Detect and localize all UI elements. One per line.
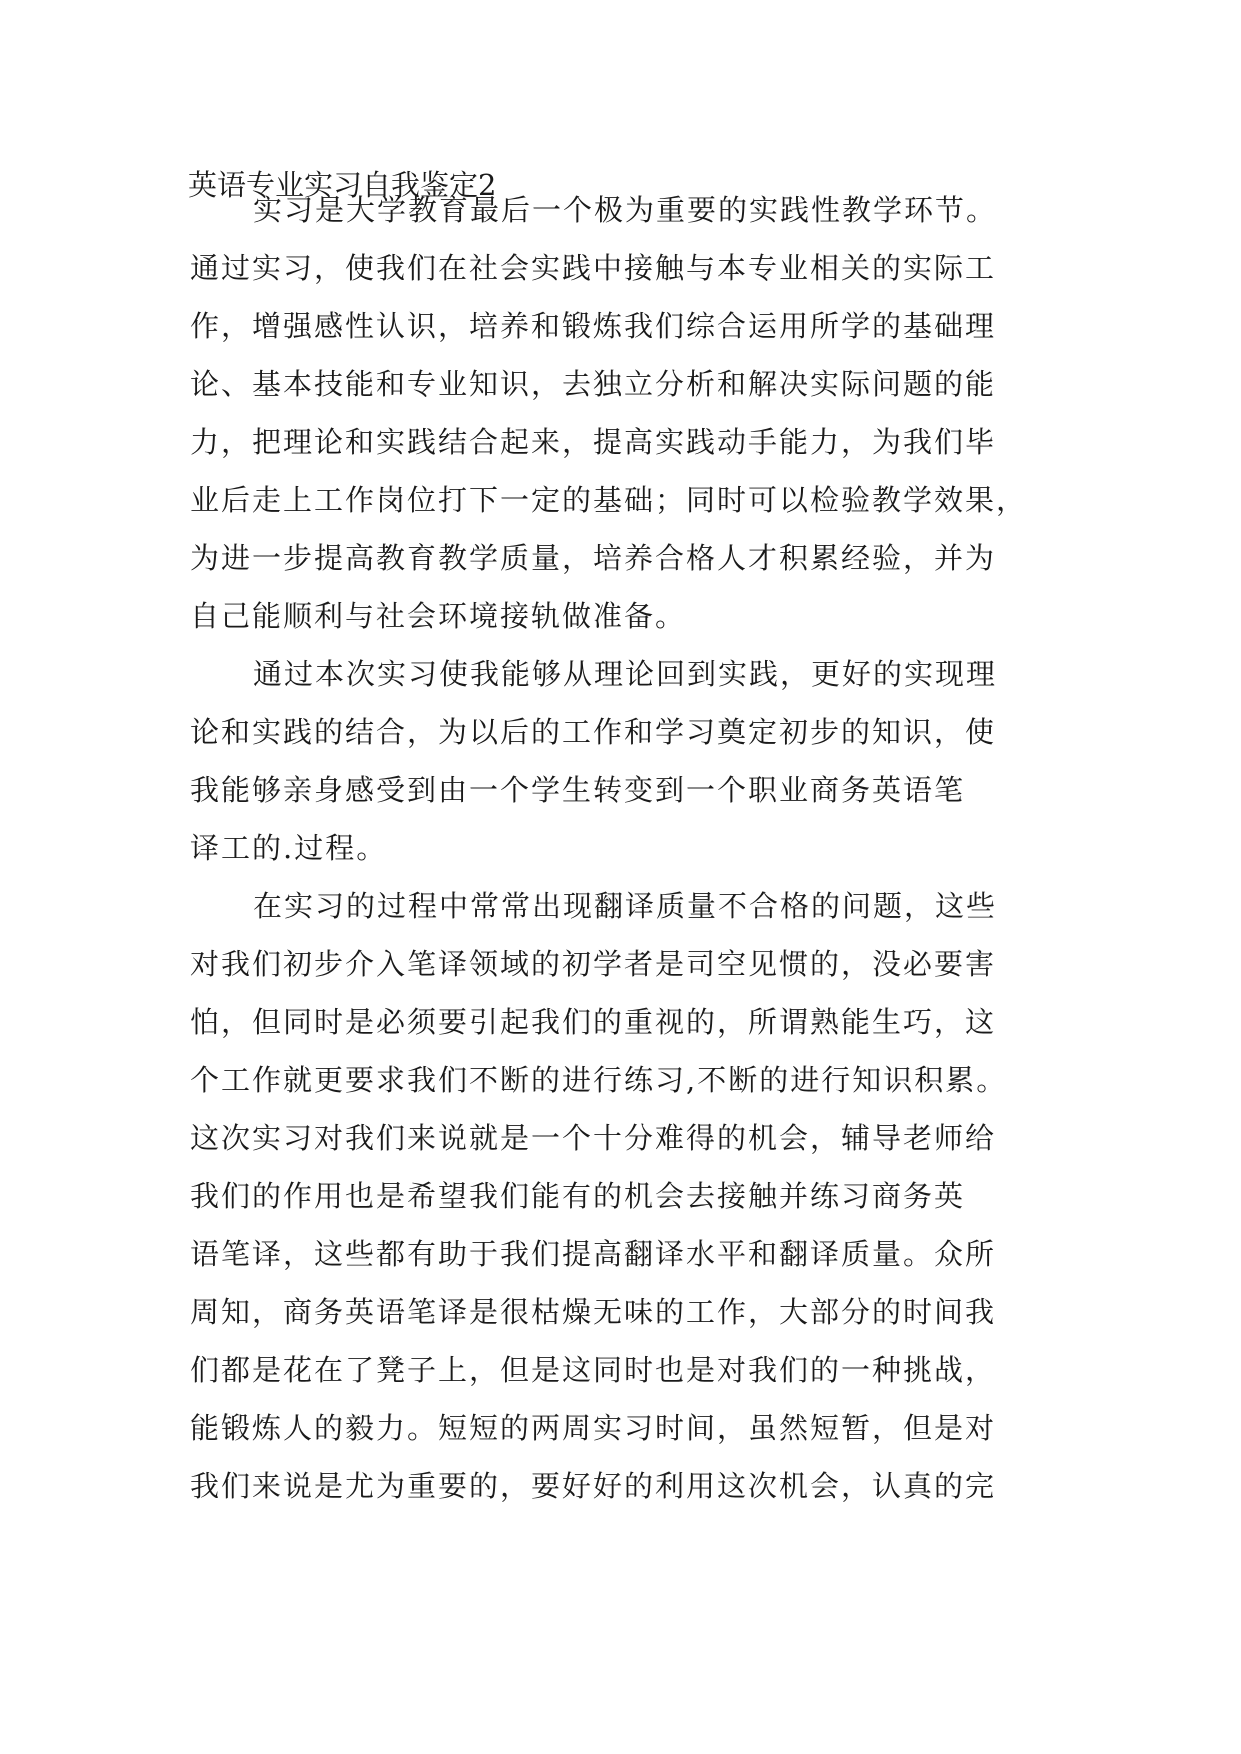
paragraph-1-line-6: 业后走上工作岗位打下一定的基础；同时可以检验教学效果， <box>190 483 1028 517</box>
paragraph-1-line-4: 论、基本技能和专业知识，去独立分析和解决实际问题的能 <box>190 367 997 401</box>
paragraph-3-line-10: 能锻炼人的毅力。短短的两周实习时间，虽然短暂，但是对 <box>190 1411 997 1445</box>
paragraph-3-line-9: 们都是花在了凳子上，但是这同时也是对我们的一种挑战， <box>190 1353 997 1387</box>
paragraph-1-line-8: 自己能顺利与社会环境接轨做准备。 <box>190 599 687 633</box>
paragraph-2-line-2: 论和实践的结合，为以后的工作和学习奠定初步的知识，使 <box>190 715 997 749</box>
paragraph-3-line-4: 个工作就更要求我们不断的进行练习,不断的进行知识积累。 <box>190 1063 1008 1097</box>
paragraph-1-line-7: 为进一步提高教育教学质量，培养合格人才积累经验，并为 <box>190 541 997 575</box>
paragraph-3-line-5: 这次实习对我们来说就是一个十分难得的机会，辅导老师给 <box>190 1121 997 1155</box>
paragraph-3-line-7: 语笔译，这些都有助于我们提高翻译水平和翻译质量。众所 <box>190 1237 997 1271</box>
paragraph-1-line-3: 作，增强感性认识，培养和锻炼我们综合运用所学的基础理 <box>190 309 997 343</box>
paragraph-3-line-2: 对我们初步介入笔译领域的初学者是司空见惯的，没必要害 <box>190 947 997 981</box>
paragraph-3-line-3: 怕，但同时是必须要引起我们的重视的，所谓熟能生巧，这 <box>190 1005 997 1039</box>
paragraph-2-line-3: 我能够亲身感受到由一个学生转变到一个职业商务英语笔 <box>190 773 966 807</box>
paragraph-3-line-11: 我们来说是尤为重要的，要好好的利用这次机会，认真的完 <box>190 1469 997 1503</box>
paragraph-2-line-1: 通过本次实习使我能够从理论回到实践，更好的实现理 <box>253 657 998 691</box>
paragraph-3-line-8: 周知，商务英语笔译是很枯燥无味的工作，大部分的时间我 <box>190 1295 997 1329</box>
paragraph-3-line-1: 在实习的过程中常常出现翻译质量不合格的问题，这些 <box>253 889 998 923</box>
paragraph-2-line-4: 译工的.过程。 <box>190 831 388 865</box>
paragraph-1-line-5: 力，把理论和实践结合起来，提高实践动手能力，为我们毕 <box>190 425 997 459</box>
paragraph-3-line-6: 我们的作用也是希望我们能有的机会去接触并练习商务英 <box>190 1179 966 1213</box>
document-title: 英语专业实习自我鉴定2 <box>188 168 497 202</box>
paragraph-1-line-1: 实习是大学教育最后一个极为重要的实践性教学环节。 <box>253 193 998 227</box>
paragraph-1-line-2: 通过实习，使我们在社会实践中接触与本专业相关的实际工 <box>190 251 997 285</box>
